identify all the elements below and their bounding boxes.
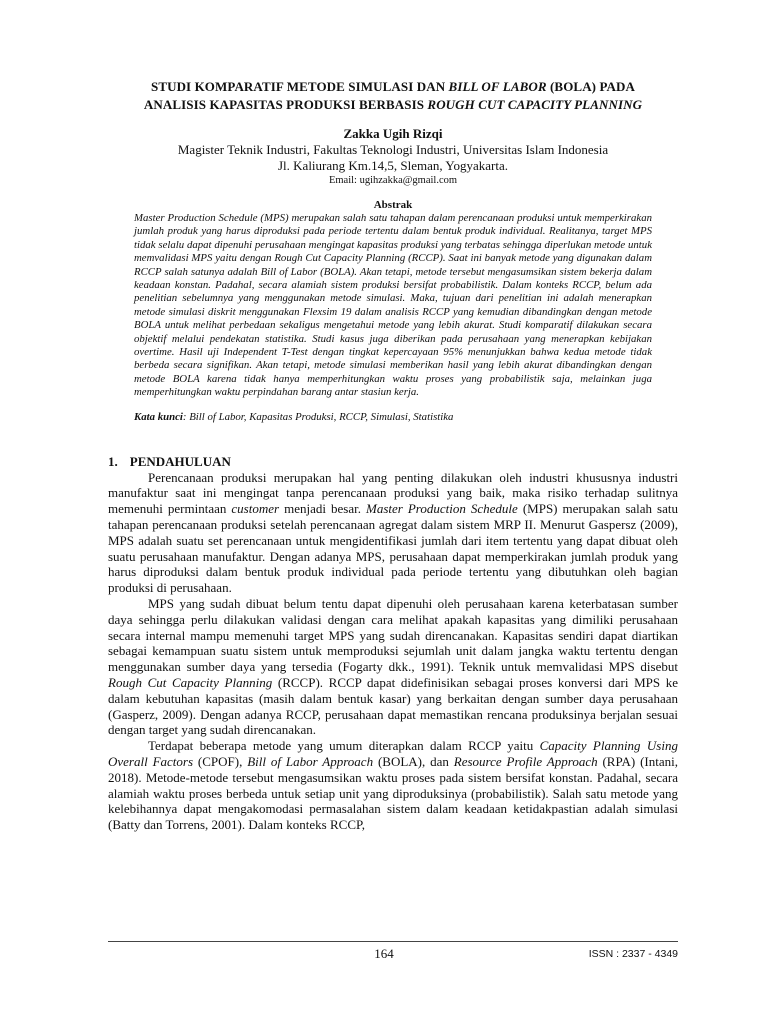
page-number: 164 bbox=[374, 946, 394, 961]
footer-divider bbox=[108, 941, 678, 942]
author-affiliation: Magister Teknik Industri, Fakultas Teknologi Industri, Universitas Islam Indonesia bbox=[177, 142, 609, 157]
section-number: 1. bbox=[108, 453, 118, 469]
keywords-text: : Bill of Labor, Kapasitas Produksi, RCCP, Simulasi, Statistika bbox=[182, 410, 454, 423]
abstract bbox=[108, 198, 678, 424]
author-block bbox=[108, 126, 678, 188]
paper-page bbox=[108, 78, 678, 833]
author-name: Zakka Ugih Rizqi bbox=[343, 126, 443, 141]
paragraph-2: MPS yang sudah dibuat belum tentu dapat dipenuhi oleh perusahaan karena keterbatasan sumber daya sehingga perlu dilakukan validasi dengan cara melihat apakah kapasitas yang dimiliki perusahaan secara internal mampu memenuhi target MPS yang sudah direncanakan. Kapasitas sendiri dapat diartikan sebagai kemampuan suatu sistem untuk memproduksi sejumlah unit dalam jangka waktu tertentu dengan menggunakan sumber daya yang tersedia (Fogarty dkk., 1991). Teknik untuk memvalidasi MPS disebut Rough Cut Capacity Planning (RCCP). RCCP dapat didefinisikan sebagai proses konversi dari MPS ke dalam kebutuhan kapasitas (masih dalam bentuk kasar) yang berkaitan dengan sumber daya perusahaan (Gasperz, 2009). Dengan adanya RCCP, perusahaan dapat memastikan rencana produksinya berjalan sesuai dengan target yang sudah direncanakan. bbox=[108, 596, 678, 738]
paragraph-1: Perencanaan produksi merupakan hal yang penting dilakukan oleh industri khususnya industri manufaktur saat ini mengingat tanpa perencanaan produksi yang baik, maka risiko terhadap sulitnya memenuhi permintaan customer menjadi besar. Master Production Schedule (MPS) merupakan salah satu tahapan perencanaan produksi setelah perencanaan agregat dalam sistem MRP II. Menurut Gaspersz (2009), MPS adalah suatu set perencanaan untuk mengidentifikasi jumlah dari item tertentu yang dapat dibuat oleh suatu perusahaan manufaktur. Dengan adanya MPS, perusahaan dapat memperkirakan jumlah produk yang harus diproduksi dalam bentuk produk individual pada periode tertentu yang dibutuhkan oleh bagian produksi di perusahaan. bbox=[108, 469, 678, 596]
keywords bbox=[134, 410, 652, 424]
section-title: PENDAHULUAN bbox=[129, 453, 231, 469]
title-line-1: STUDI KOMPARATIF METODE SIMULASI DAN BILL OF LABOR (BOLA) PADA bbox=[150, 79, 635, 94]
author-address: Jl. Kaliurang Km.14,5, Sleman, Yogyakarta. bbox=[277, 158, 508, 173]
keywords-label: Kata kunci bbox=[134, 410, 183, 423]
paragraph-3: Terdapat beberapa metode yang umum diterapkan dalam RCCP yaitu Capacity Planning Using Overall Factors (CPOF), Bill of Labor Approach (BOLA), dan Resource Profile Approach (RPA) (Intani, 2018). Metode-metode tersebut mengasumsikan waktu proses pada sistem bersifat konstan. Padahal, secara alamiah waktu proses berbeda untuk setiap unit yang diproduksinya (probabilistik). Salah satu metode yang kelebihannya dapat mengakomodasi permasalahan sistem dalam keadaan ketidakpastian adalah simulasi (Batty dan Torrens, 2001). Dalam konteks RCCP, bbox=[108, 738, 678, 833]
section-heading bbox=[108, 454, 678, 470]
abstract-body: Master Production Schedule (MPS) merupakan salah satu tahapan dalam perencanaan produksi untuk memperkirakan jumlah produk yang harus diproduksi pada periode tertentu dalam bentuk produk individual. Realitanya, target MPS tidak selalu dapat dipenuhi perusahaan mengingat kapasitas produksi yang terbatas sehingga diperlukan metode untuk memvalidasi MPS yaitu dengan Rough Cut Capacity Planning (RCCP). Saat ini banyak metode yang digunakan dalam RCCP salah satunya adalah Bill of Labor (BOLA). Akan tetapi, metode tersebut mengasumsikan sistem bekerja dalam keadaan konstan. Padahal, secara alamiah sistem produksi bersifat probabilistik. Dalam konteks RCCP, belum ada penelitian sebelumnya yang menggunakan metode simulasi. Maka, tujuan dari penelitian ini adalah menerapkan metode simulasi diskrit menggunakan Flexsim 19 dalam analisis RCCP yang kemudian dibandingkan dengan metode BOLA untuk melihat perbedaan sekaligus mengetahui metode yang lebih akurat. Studi komparatif dilakukan secara objektif melalui pendekatan statistika. Studi kasus juga diberikan pada perusahaan yang menerapkan kebijakan overtime. Hasil uji Independent T-Test dengan tingkat kepercayaan 95% menunjukkan bahwa kedua metode tidak berbeda secara signifikan. Akan tetapi, metode simulasi memberikan hasil yang lebih akurat dibandingkan dengan metode BOLA karena tidak hanya memperhitungkan waktu proses yang probabilistik saja, melainkan juga memperhitungkan waktu perpindahan barang antar stasiun kerja. bbox=[134, 212, 652, 399]
title-line-2: ANALISIS KAPASITAS PRODUKSI BERBASIS ROUGH CUT CAPACITY PLANNING bbox=[143, 97, 643, 112]
issn-label: ISSN : 2337 - 4349 bbox=[588, 948, 678, 960]
author-email: Email: ugihzakka@gmail.com bbox=[328, 175, 458, 186]
abstract-heading: Abstrak bbox=[373, 199, 413, 211]
paper-title bbox=[108, 78, 678, 114]
